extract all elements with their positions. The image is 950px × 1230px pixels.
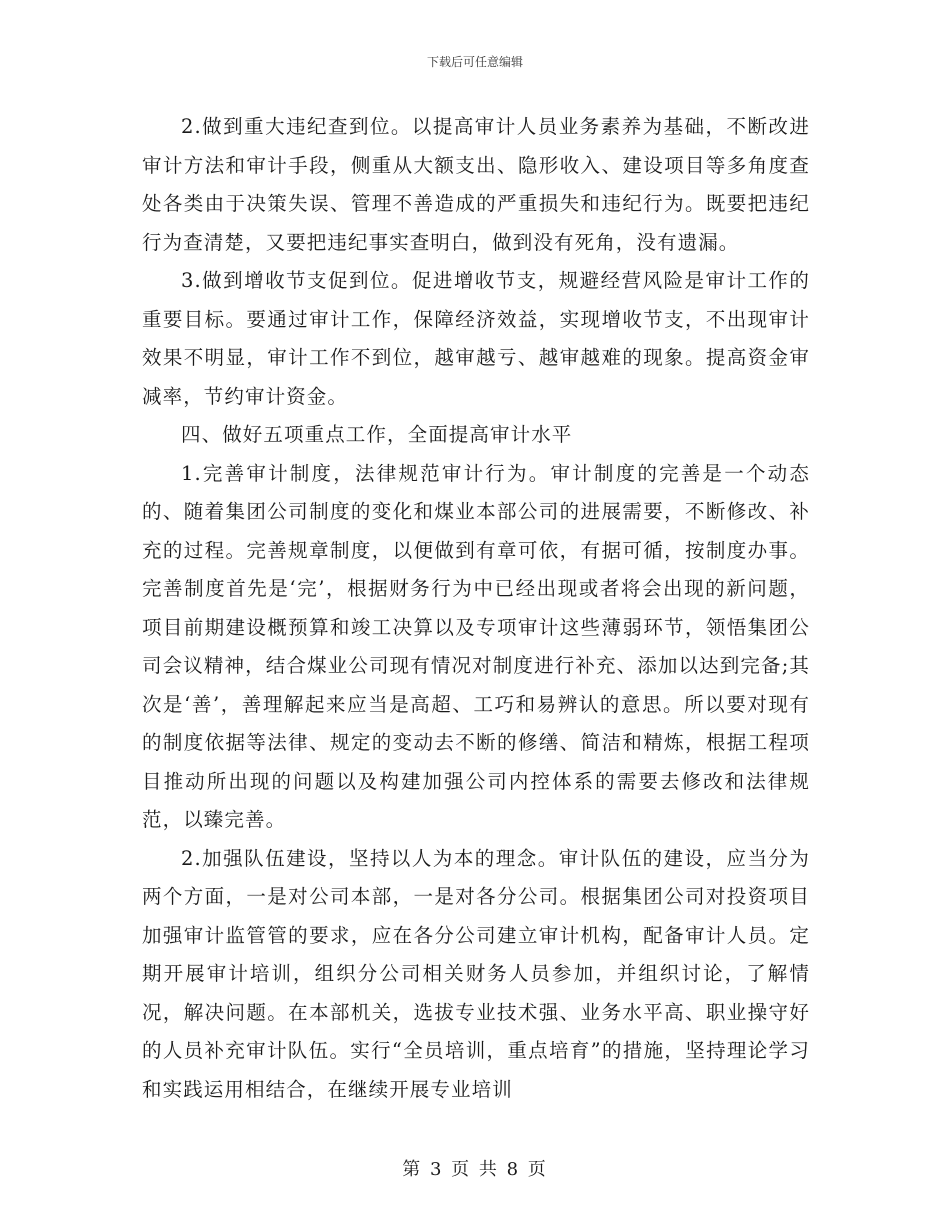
document-body — [142, 108, 810, 1109]
paragraph-point-1: 1.完善审计制度，法律规范审计行为。审计制度的完善是一个动态的、随着集团公司制度的变化和煤业本部公司的进展需要，不断修改、补充的过程。完善规章制度，以便做到有章可依，有据可循，按制度办事。完善制度首先是‘完’，根据财务行为中已经出现或者将会出现的新问题，项目前期建设概预算和竣工决算以及专项审计这些薄弱环节，领悟集团公司会议精神，结合煤业公司现有情况对制度进行补充、添加以达到完备;其次是‘善’，善理解起来应当是高超、工巧和易辨认的意思。所以要对现有的制度依据等法律、规定的变动去不断的修缮、简洁和精炼，根据工程项目推动所出现的问题以及构建加强公司内控体系的需要去修改和法律规范，以臻完善。 — [142, 461, 810, 831]
paragraph-item-2: 2.做到重大违纪查到位。以提高审计人员业务素养为基础，不断改进审计方法和审计手段，侧重从大额支出、隐形收入、建设项目等多角度查处各类由于决策失误、管理不善造成的严重损失和违纪行为。既要把违纪行为查清楚，又要把违纪事实查明白，做到没有死角，没有遗漏。 — [142, 115, 810, 254]
page-header: 下载后可任意编辑 — [426, 55, 523, 69]
paragraph-item-3: 3.做到增收节支促到位。促进增收节支，规避经营风险是审计工作的重要目标。要通过审计工作，保障经济效益，实现增收节支，不出现审计效果不明显，审计工作不到位，越审越亏、越审越难的现象。提高资金审减率，节约审计资金。 — [142, 269, 810, 408]
section-heading-4: 四、做好五项重点工作，全面提高审计水平 — [181, 423, 573, 446]
page-number: 第 3 页 共 8 页 — [402, 1159, 548, 1180]
paragraph-point-2: 2.加强队伍建设，坚持以人为本的理念。审计队伍的建设，应当分为两个方面，一是对公司本部，一是对各分公司。根据集团公司对投资项目加强审计监管管的要求，应在各分公司建立审计机构，配备审计人员。定期开展审计培训，组织分公司相关财务人员参加，并组织讨论，了解情况，解决问题。在本部机关，选拔专业技术强、业务水平高、职业操守好的人员补充审计队伍。实行“全员培训，重点培育”的措施，坚持理论学习和实践运用相结合，在继续开展专业培训 — [142, 846, 810, 1101]
